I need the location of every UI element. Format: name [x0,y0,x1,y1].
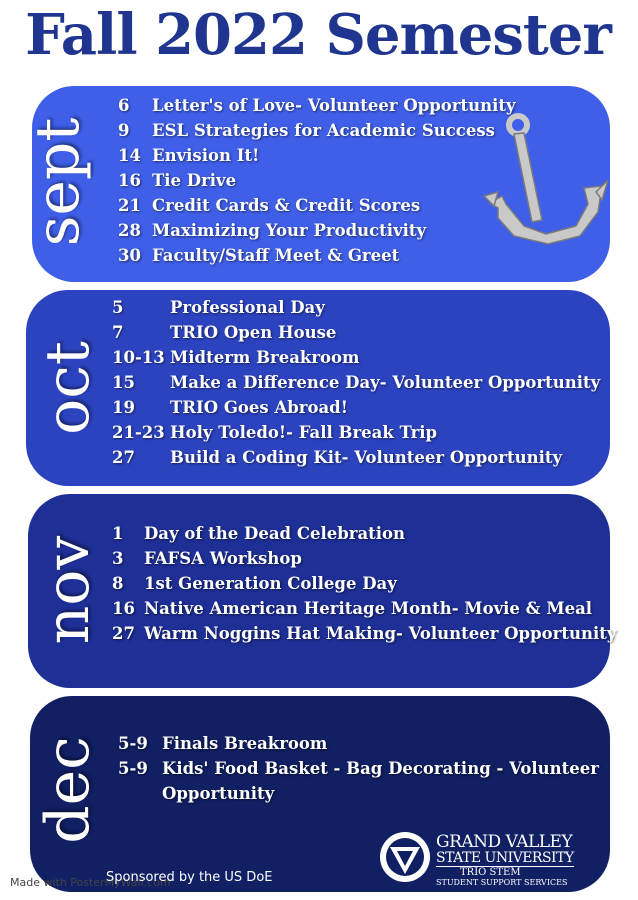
event-row [112,524,632,549]
event-date: 5 [112,298,124,317]
event-row [118,734,638,759]
gvsu-logo [378,828,574,888]
event-row [118,246,638,271]
event-date: 5-9 [118,759,148,778]
event-name: Make a Difference Day- Volunteer Opportunity [170,373,601,392]
event-name: ESL Strategies for Academic Success [152,121,495,140]
event-date: 27 [112,448,135,467]
event-date: 16 [112,599,135,618]
event-name: TRIO Goes Abroad! [170,398,348,417]
event-row [112,323,632,348]
event-name: Credit Cards & Credit Scores [152,196,421,215]
event-name: Holy Toledo!- Fall Break Trip [170,423,438,442]
event-name: Native American Heritage Month- Movie & Meal [144,599,593,618]
event-date: 10-13 [112,348,165,367]
gvsu-emblem-icon [378,830,432,884]
event-name: Build a Coding Kit- Volunteer Opportunity [170,448,563,467]
poster-title: Fall 2022 Semester [25,2,611,68]
event-name: Midterm Breakroom [170,348,360,367]
event-row [112,373,632,398]
event-date: 6 [118,96,130,115]
event-name: TRIO Open House [170,323,337,342]
event-row [112,348,632,373]
event-date: 14 [118,146,141,165]
event-date: 9 [118,121,130,140]
event-date: 8 [112,574,124,593]
event-row [112,448,632,473]
event-row [118,759,638,784]
event-name: 1st Generation College Day [144,574,397,593]
event-row [118,784,638,809]
event-name: Finals Breakroom [162,734,328,753]
event-date: 27 [112,624,135,643]
event-date: 21-23 [112,423,165,442]
event-name: Opportunity [162,784,275,803]
event-date: 21 [118,196,141,215]
anchor-icon [484,108,608,248]
event-date: 28 [118,221,141,240]
event-name: Professional Day [170,298,325,317]
event-name: Maximizing Your Productivity [152,221,427,240]
month-label-dec: dec [33,736,103,844]
logo-line-2: STATE UNIVERSITY [436,850,574,866]
event-row [112,624,632,649]
month-label-oct: oct [33,341,103,435]
event-date: 3 [112,549,124,568]
event-row [112,398,632,423]
event-name: Warm Noggins Hat Making- Volunteer Opportunity [144,624,617,643]
event-name: FAFSA Workshop [144,549,302,568]
event-date: 15 [112,373,135,392]
event-date: 5-9 [118,734,148,753]
event-name: Day of the Dead Celebration [144,524,406,543]
event-name: Letter's of Love- Volunteer Opportunity [152,96,516,115]
event-row [112,599,632,624]
event-row [112,549,632,574]
event-date: 1 [112,524,124,543]
nov-panel [28,494,617,688]
sponsor-text: Sponsored by the US DoE [106,870,273,885]
event-row [112,574,632,599]
event-row [112,423,632,448]
event-name: Kids' Food Basket - Bag Decorating - Volunteer [162,759,599,778]
month-label-sept: sept [23,117,93,247]
event-date: 16 [118,171,141,190]
event-date: 19 [112,398,135,417]
event-name: Faculty/Staff Meet & Greet [152,246,400,265]
logo-line-1: GRAND VALLEY [436,832,573,852]
event-name: Tie Drive [152,171,237,190]
event-row [112,298,632,323]
made-with-watermark: Made with PosterMyWall.com [10,876,171,889]
logo-line-3: TRIO STEM [460,867,521,878]
event-name: Envision It! [152,146,260,165]
logo-line-4: STUDENT SUPPORT SERVICES [436,878,568,887]
event-date: 30 [118,246,141,265]
month-label-nov: nov [33,535,103,645]
event-date: 7 [112,323,124,342]
oct-panel [26,290,610,486]
